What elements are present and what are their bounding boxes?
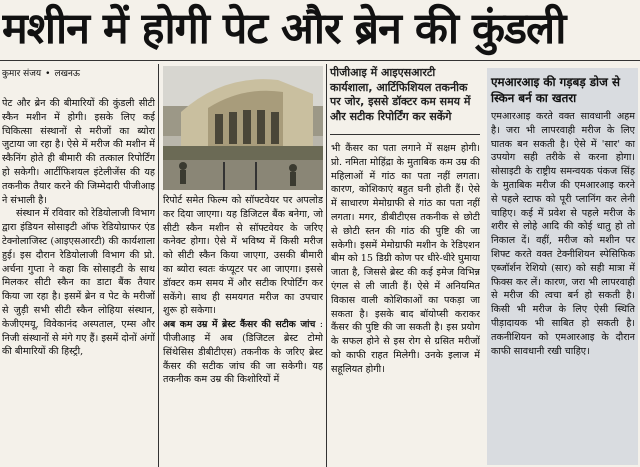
article-paragraph-subsection	[163, 318, 323, 387]
article-column-2	[163, 194, 323, 467]
article-deck	[330, 66, 478, 124]
article-subhead: अब कम उम्र में ब्रेस्ट कैंसर की सटीक जांच	[163, 319, 316, 331]
article-paragraph: पेट और ब्रेन की बीमारियों की कुंडली सीटी स्कैन मशीन में होगी। इसके लिए कई चिकित्सा संस्थानों से मरीजों का ब्योरा जुटाया जा रहा है। ऐसे में मरीज की मशीन में स्कैनिंग होते ही बीमारी की तत्काल रिपोर्टिंग हो सकेगी। आर्टीफिशयल इंटेलीजेंस की यह तकनीक तैयार करने की जिम्मेदारी पीजीआइ ने संभाली है।	[2, 98, 155, 206]
article-paragraph: भी कैंसर का पता लगाने में सक्षम होगी। प्रो. नमिता मोहिंद्रा के मुताबिक कम उम्र की महिलाओं में गांठ का पता नहीं लगता। कारण, कोशिकाएं बहुत घनी होती हैं। ऐसे में साधारण मेमोग्राफी से गांठ का पता नहीं लगता। मगर, डीबीटीएस तकनीक से छोटी से छोटी स्तन की गांठ की पुष्टि की जा सकेगी। इसमें मेमोग्राफी मशीन के रेडिएशन बीम को 15 डिग्री कोण पर धीरे-धीरे घुमाया जाता है, जिससे ब्रेस्ट की कई इमेज विभिन्न एंगल से ली जाती हैं। ऐसे में अनियमित विकास वाली कोशिकाओं का पकड़ा जा सकता है। इसके बाद बॉयोप्सी कराकर कैंसर की पुष्टि की जा सकती है। इस प्रयोग के सफल होने से इस रोग से ग्रसित मरीजों को काफी राहत मिलेगी। उनके इलाज में सहूलियत होगी।	[331, 143, 480, 375]
deck-line: पीजीआइ में आइएसआरटी	[330, 66, 436, 79]
sidebar-body: एमआरआइ करते वक्त सावधानी अहम है। जरा भी लापरवाही मरीज के लिए घातक बन सकती है। ऐसे में 'सार' का उपयोग सही तरीके से करना होगा। सोसाइटी के राष्ट्रीय समन्वयक पंकज सिंह के मुताबिक मरीज की एमआरआइ करने से पहले स्टाफ को पूरी प्लानिंग कर लेनी चाहिए। कई में प्रवेश से पहले मरीज के शरीर से लोहे आदि की कोई धातु हो तो निकाल दें। वहीं, मरीज को मशीन पर शिफ्ट करते वक्त टेक्नीशियन स्पेसिफिक एब्जॉर्शन रेशियो (सार) को सही मात्रा में फिक्स कर लें। कारण, जरा भी लापरवाही से मरीज की त्वचा बर्न हो सकती है। किसी भी मरीज के लिए ऐसी स्थिति पीड़ादायक भी साबित हो सकती है। तकनीशियन को एमआरआइ के दौरान काफी सावधानी रखी चाहिए।	[491, 111, 635, 357]
article-subsection-text: : पीजीआइ में अब (डिजिटल ब्रेस्ट टोमो सिंथेसिस डीबीटीएस) तकनीक के जरिए ब्रेस्ट कैंसर की सटीक जांच की जा सकेगी। यह तकनीक कम उम्र की किशोरियों में	[163, 319, 323, 386]
headline: मशीन में होगी पेट और ब्रेन की कुंडली	[2, 4, 566, 54]
column-rule	[326, 64, 327, 467]
sidebar-title: एमआरआइ की गड़बड़ डोज से स्किन बर्न का खतरा	[491, 75, 620, 105]
article-paragraph: संस्थान में रविवार को रेडियोलाजी विभाग द्वारा इंडियन सोसाइटी ऑफ रेडियोग्राफर एंड टेक्नोलाजिस्ट (आइएसआरटी) की कार्यशाला हुई। इस दौरान रेडियोलाजी विभाग की प्रो. अर्चना गुप्ता ने कहा कि सोसाइटी के साथ मिलकर सीटी स्कैन का डाटा बैंक तैयार किया जा रहा है। इसमें ब्रेन व पेट के मरीजों से जुड़ी सभी सीटी स्कैन लोहिया संस्थान, केजीएमयू, विवेकानंद अस्पताल, एम्स और निजी संस्थानों से मंगे गए हैं। इसमें दोनों अंगों की बीमारियों की हिस्ट्री,	[2, 208, 155, 358]
news-photo	[163, 66, 323, 190]
column-rule	[158, 64, 159, 467]
deck-line: पर जोर, इससे डॉक्टर कम समय में	[330, 95, 471, 108]
byline-separator: •	[45, 69, 51, 79]
article-paragraph: रिपोर्ट समेत फिल्म को सॉफ्टवेयर पर अपलोड कर दिया जाएगा। यह डिजिटल बैंक बनेगा, जो सीटी स्कैन मशीन से सॉफ्टवेयर के जरिए कनेक्ट होगा। ऐसे में भविष्य में किसी मरीज को सीटी स्कैन किया जाएगा, उसकी बीमारी का ब्योरा स्वतः कंप्यूटर पर आ जाएगा। इससे डॉक्टर कम समय में और सटीक रिपोर्टिंग कर सकेंगे। साथ ही समयगत मरीज का उपचार शुरू हो सकेगा।	[163, 195, 323, 317]
building-photo-illustration	[163, 66, 323, 190]
sidebar-box	[487, 68, 638, 465]
byline-author: कुमार संजय	[2, 69, 42, 79]
headline-rule	[0, 60, 640, 61]
deck-line: कार्यशाला, आर्टिफिशियल तकनीक	[330, 80, 468, 94]
byline	[2, 66, 80, 79]
byline-city: लखनऊ	[54, 69, 80, 79]
article-column-1	[2, 97, 155, 467]
deck-rule	[330, 134, 480, 135]
deck-line: और सटीक रिपोर्टिंग कर सकेंगे	[330, 109, 452, 123]
article-column-3	[331, 142, 480, 467]
